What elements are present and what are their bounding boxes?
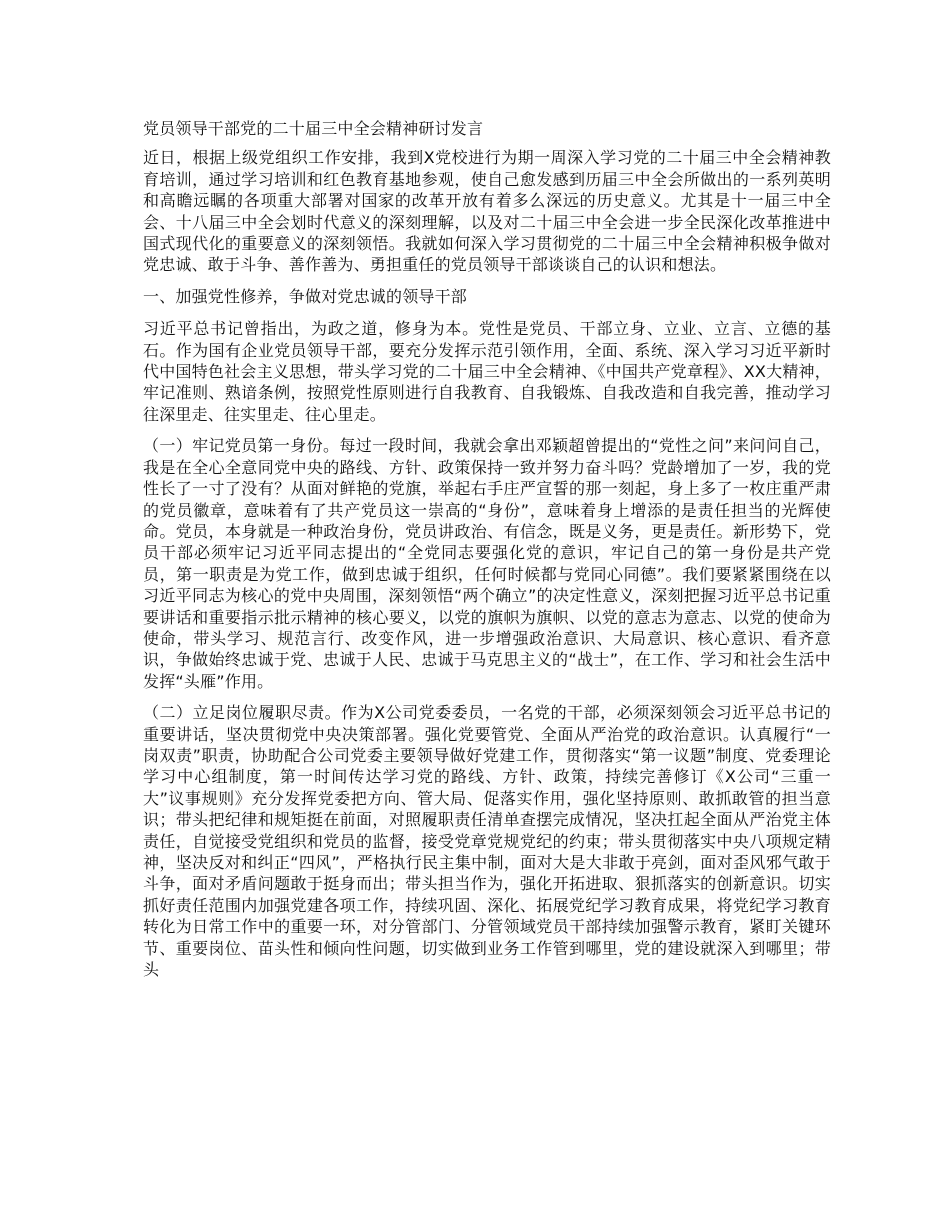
document-title: 党员领导干部党的二十届三中全会精神研讨发言 <box>143 119 484 138</box>
document-page <box>143 118 831 990</box>
point-1-paragraph: （一）牢记党员第一身份。每过一段时间，我就会拿出邓颖超曾提出的“党性之问”来问问自己，我是在全心全意同党中央的路线、方针、政策保持一致并努力奋斗吗？党龄增加了一岁，我的党性长了一寸了没有？从面对鲜艳的党旗，举起右手庄严宣誓的那一刻起，身上多了一枚庄重严肃的党员徽章，意味着有了共产党员这一崇高的“身份”，意味着身上增添的是责任担当的光辉使命。党员，本身就是一种政治身份，党员讲政治、有信念，既是义务，更是责任。新形势下，党员干部必须牢记习近平同志提出的“全党同志要强化党的意识，牢记自己的第一身份是共产党员，第一职责是为党工作，做到忠诚于组织，任何时候都与党同心同德”。我们要紧紧围绕在以习近平同志为核心的党中央周围，深刻领悟“两个确立”的决定性意义，深刻把握习近平总书记重要讲话和重要指示批示精神的核心要义，以党的旗帜为旗帜、以党的意志为意志、以党的使命为使命，带头学习、规范言行、改变作风，进一步增强政治意识、大局意识、核心意识、看齐意识，争做始终忠诚于党、忠诚于人民、忠诚于马克思主义的“战士”，在工作、学习和社会生活中发挥“头雁”作用。 <box>143 436 831 691</box>
intro-paragraph: 近日，根据上级党组织工作安排，我到X党校进行为期一周深入学习党的二十届三中全会精神教育培训，通过学习培训和红色教育基地参观，使自己愈发感到历届三中全会所做出的一系列英明和高瞻远瞩的各项重大部署对国家的改革开放有着多么深远的历史意义。尤其是十一届三中全会、十八届三中全会划时代意义的深刻理解，以及对二十届三中全会进一步全民深化改革推进中国式现代化的重要意义的深刻领悟。我就如何深入学习贯彻党的二十届三中全会精神积极争做对党忠诚、敢于斗争、善作善为、勇担重任的党员领导干部谈谈自己的认识和想法。 <box>143 148 831 275</box>
section-1-intro-paragraph: 习近平总书记曾指出，为政之道，修身为本。党性是党员、干部立身、立业、立言、立德的基石。作为国有企业党员领导干部，要充分发挥示范引领作用，全面、系统、深入学习习近平新时代中国特色社会主义思想，带头学习党的二十届三中全会精神、《中国共产党章程》、XX大精神，牢记准则、熟谙条例，按照党性原则进行自我教育、自我锻炼、自我改造和自我完善，推动学习往深里走、往实里走、往心里走。 <box>143 319 831 424</box>
point-2-paragraph: （二）立足岗位履职尽责。作为X公司党委委员，一名党的干部，必须深刻领会习近平总书记的重要讲话，坚决贯彻党中央决策部署。强化党要管党、全面从严治党的政治意识。认真履行“一岗双责”职责，协助配合公司党委主要领导做好党建工作，贯彻落实“第一议题”制度、党委理论学习中心组制度，第一时间传达学习党的路线、方针、政策，持续完善修订《X公司“三重一大”议事规则》充分发挥党委把方向、管大局、促落实作用，强化坚持原则、敢抓敢管的担当意识；带头把纪律和规矩挺在前面，对照履职责任清单查摆完成情况，坚决扛起全面从严治党主体责任，自觉接受党组织和党员的监督，接受党章党规党纪的约束；带头贯彻落实中央八项规定精神，坚决反对和纠正“四风”，严格执行民主集中制，面对大是大非敢于亮剑，面对歪风邪气敢于斗争，面对矛盾问题敢于挺身而出；带头担当作为，强化开拓进取、狠抓落实的创新意识。切实抓好责任范围内加强党建各项工作，持续巩固、深化、拓展党纪学习教育成果，将党纪学习教育转化为日常工作中的重要一环，对分管部门、分管领域党员干部持续加强警示教育，紧盯关键环节、重要岗位、苗头性和倾向性问题，切实做到业务工作管到哪里，党的建设就深入到哪里；带头 <box>143 703 831 980</box>
section-1-heading: 一、加强党性修养，争做对党忠诚的领导干部 <box>143 286 468 306</box>
